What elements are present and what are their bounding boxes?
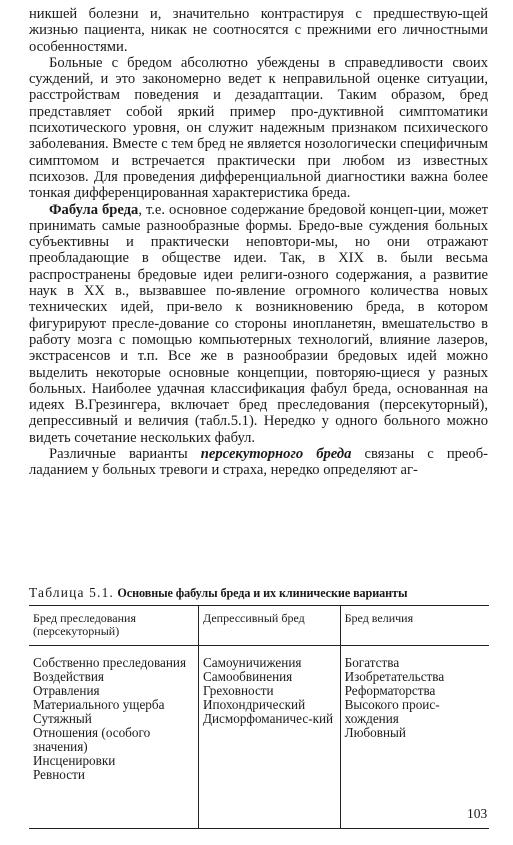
list-item: Реформаторства: [344, 683, 436, 698]
list-item: Воздействия: [33, 669, 104, 684]
main-text: [29, 6, 488, 479]
list-item: Инсценировки: [33, 753, 116, 768]
list-item: Собственно преследования: [33, 655, 187, 670]
paragraph-4-body: связаны с преоб-ладанием у больных тревоги и страха, нередко определяют аг-: [29, 446, 488, 479]
header-persecutory: Бред преследования (персекуторный): [29, 606, 198, 646]
list-item: Высокого проис-хождения: [344, 697, 440, 726]
list-item: Самообвинения: [202, 669, 293, 684]
table-header-row: [29, 606, 489, 646]
table-row: [29, 646, 489, 829]
header-depressive: Депрессивный бред: [198, 606, 340, 646]
list-item: Сутяжный: [33, 711, 92, 726]
paragraph-3-body: , т.е. основное содержание бредовой концеп-ции, может принимать самые разнообразные формы. Бредо-вые суждения больных субъективны и практически неповтори-мы, но они отражают преобладающие в обществе идеи. Так, в XIX в. были весьма распространены бредовые идеи религи-озного содержания, а развитие наук в XX в., вызвавшее по-явление огромного количества новых технических идей, при-вело к возникновению бреда, в котором фигурируют пресле-дование со стороны инопланетян, вмешательство в работу мозга с помощью компьютерных технологий, влияние лазеров, экстрасенсов и т.п. Все же в разнообразии бредовых идей можно выделить некоторые основные концепции, повторяю-щиеся у разных больных. Наиболее удачная классификация фабул бреда, основанная на идеях В.Грезингера, включает бред преследования (персекуторный), депрессивный и величия (табл.5.1). Нередко у одного больного можно видеть сочетание нескольких фабул.: [29, 201, 488, 446]
paragraph-2: Больные с бредом абсолютно убеждены в справедливости своих суждений, и это закономерно ведет к неправильной оценке ситуации, расстройствам поведения и дезадаптации. Таким образом, бред представляет собой яркий пример про-дуктивной симптоматики психотического уровня, он служит надежным признаком психического заболевания. Вместе с тем бред не является нозологически специфичным симптомом и встречается практически при любом из известных психозов. Для проведения дифференциальной диагностики важна более тонкая дифференцированная характеристика бреда.: [29, 54, 488, 202]
paragraph-4: [29, 446, 488, 479]
list-item: Греховности: [202, 683, 274, 698]
list-item: Изобретательства: [344, 669, 445, 684]
list-item: Самоуничижения: [202, 655, 302, 670]
term-persecutory: персекуторного бреда: [200, 446, 352, 463]
list-item: Любовный: [344, 725, 406, 740]
list-item: Дисморфоманичес-кий: [202, 711, 334, 726]
cell-grandeur: [340, 646, 489, 829]
header-grandeur: Бред величия: [340, 606, 489, 646]
list-item: Богатства: [344, 655, 400, 670]
table-caption-title: Основные фабулы бреда и их клинические варианты: [117, 586, 408, 600]
list-item: Отношения (особого значения): [33, 725, 151, 754]
term-fabula: Фабула бреда: [49, 201, 139, 218]
paragraph-4-lead: Различные варианты: [49, 446, 201, 463]
list-item: Материального ущерба: [33, 697, 165, 712]
page-number: 103: [467, 806, 488, 821]
table-caption-prefix: Таблица 5.1.: [29, 585, 115, 600]
list-item: Отравления: [33, 683, 100, 698]
paragraph-1: никшей болезни и, значительно контрастируя с предшествую-щей жизнью пациента, никак не соотносятся с прежними его личностными особенностями.: [29, 6, 488, 55]
cell-depressive: [198, 646, 340, 829]
table-caption: [29, 585, 489, 601]
paragraph-3: [29, 202, 488, 446]
cell-persecutory: [29, 646, 198, 829]
delusion-table: [29, 605, 489, 829]
list-item: Ипохондрический: [202, 697, 306, 712]
list-item: Ревности: [33, 767, 85, 782]
